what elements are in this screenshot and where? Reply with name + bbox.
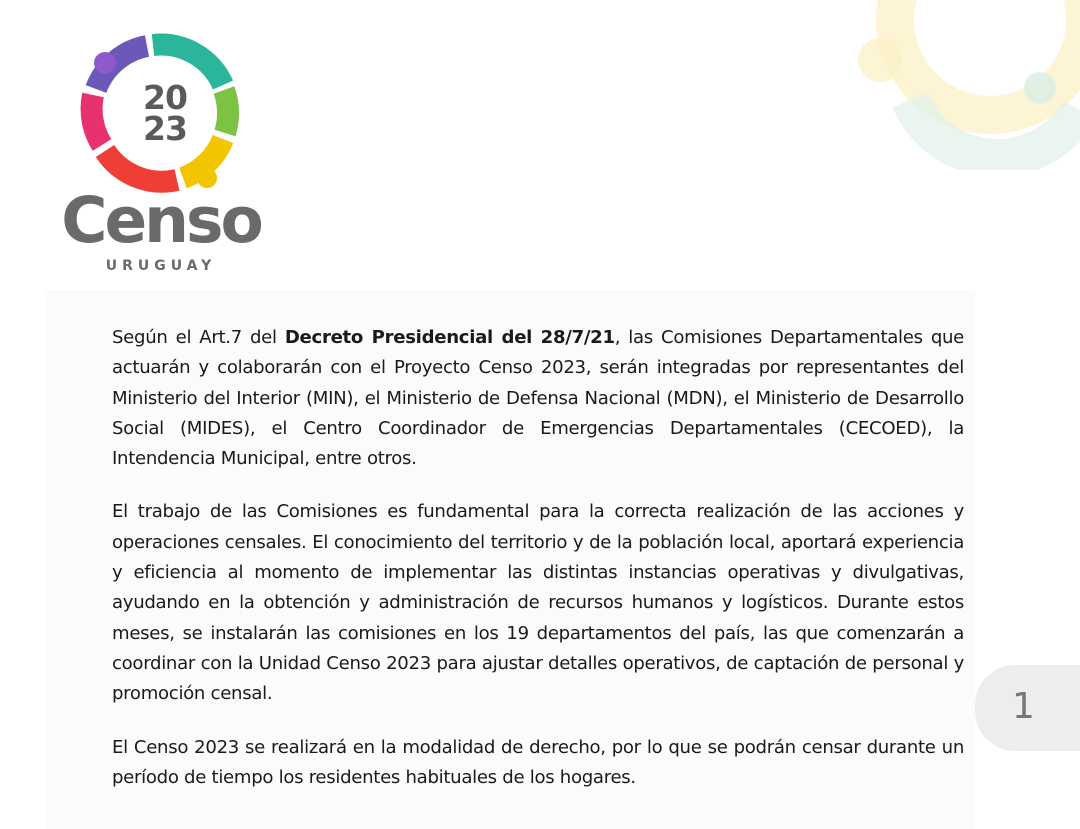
- paragraph-2: El trabajo de las Comisiones es fundamental para la correcta realización de las acciones y operaciones censales. El conocimiento del territorio y de la población local, aportará experiencia y eficiencia al momento de implementar las distintas instancias operativas y divulgativas, ayudando en la obtención y administración de recursos humanos y logísticos. Durante estos meses, se instalarán las comisiones en los 19 departamentos del país, las que comenzarán a coordinar con la Unidad Censo 2023 para ajustar detalles operativos, de captación de personal y promoción censal.: [112, 501, 964, 705]
- decree-reference: Decreto Presidencial del 28/7/21: [284, 327, 615, 348]
- censo-logo: [50, 30, 280, 280]
- document-body: [112, 323, 964, 816]
- logo-year: 20 23: [143, 78, 187, 148]
- logo-wordmark: Censo: [61, 184, 261, 257]
- logo-country: URUGUAY: [105, 258, 217, 274]
- paragraph-1: Según el Art.7 del Decreto Presidencial del 28/7/21, las Comisiones Departamentales que actuarán y colaborarán con el Proyecto Censo 2023, serán integradas por representantes del Ministerio del Interior (MIN), el Ministerio de Defensa Nacional (MDN), el Ministerio de Desarrollo Social (MIDES), el Centro Coordinador de Emergencias Departamentales (CECOED), la Intendencia Municipal, entre otros.: [112, 327, 965, 470]
- page-number: 1: [1012, 686, 1035, 727]
- decorative-ring: [850, 0, 1080, 174]
- paragraph-3: El Censo 2023 se realizará en la modalidad de derecho, por lo que se podrán censar durante un período de tiempo los residentes habituales de los hogares.: [112, 736, 964, 788]
